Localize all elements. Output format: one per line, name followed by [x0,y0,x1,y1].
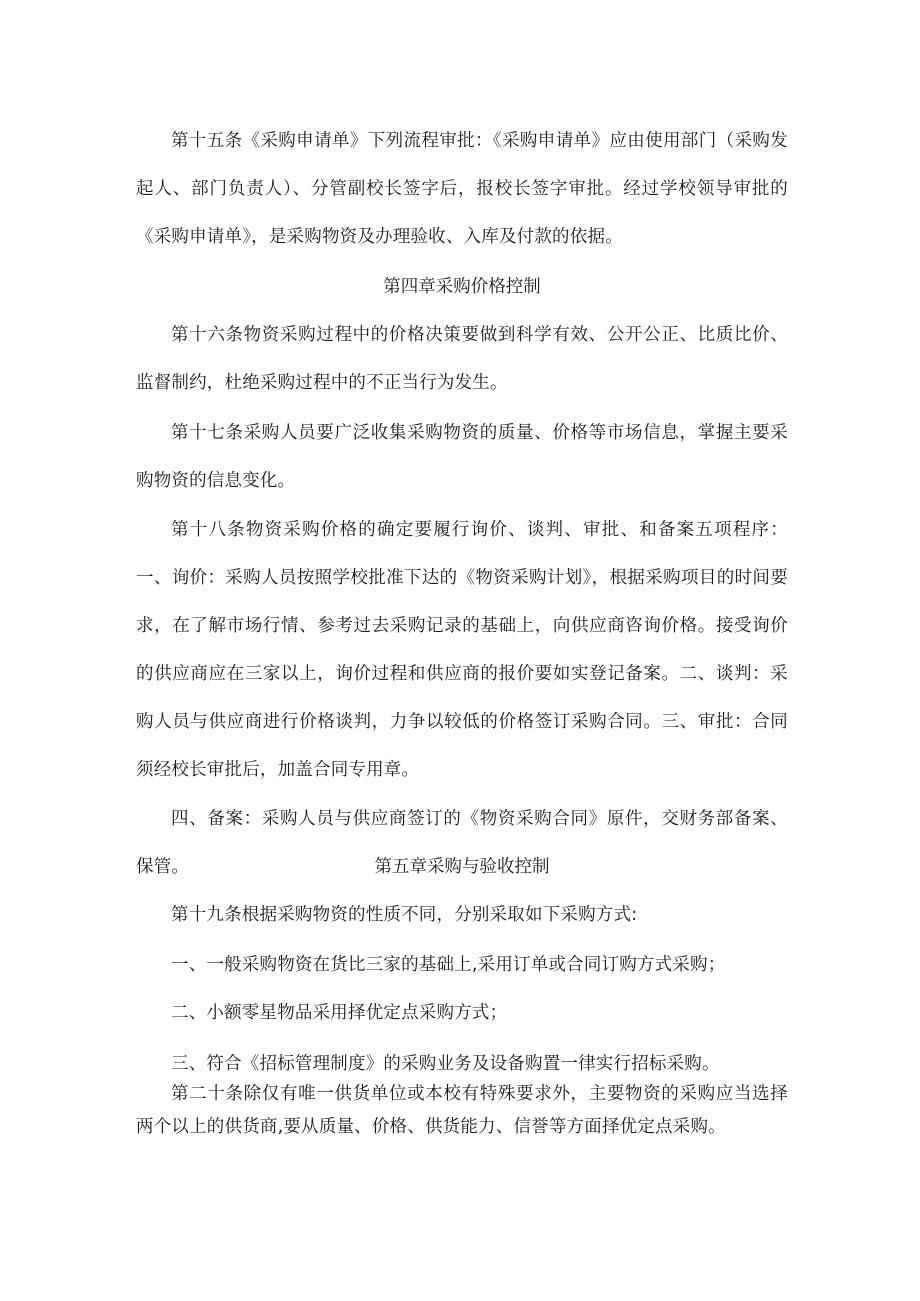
article-19-item-2-paragraph: 二、小额零星物品采用择优定点采购方式； [171,1003,508,1023]
article-18-paragraph: 第十八条物资采购价格的确定要履行询价、谈判、审批、和备案五项程序：一、询价：采购人员按照学校批准下达的《物资采购计划》，根据采购项目的时间要求，在了解市场行情、参考过去采购记录的基础上，向供应商咨询价格。接受询价的供应商应在三家以上，询价过程和供应商的报价要如实登记备案。二、谈判：采购人员与供应商进行价格谈判，力争以较低的价格签订采购合同。三、审批：合同须经校长审批后，加盖合同专用章。 [136,520,788,780]
chapter-4-heading: 第四章采购价格控制 [383,277,541,297]
article-15-paragraph: 第十五条《采购申请单》下列流程审批：《采购申请单》应由使用部门（采购发起人、部门负责人）、分管副校长签字后，报校长签字审批。经过学校领导审批的《采购申请单》，是采购物资及办理验收、入库及付款的依据。 [136,131,788,247]
chapter-5-heading: 第五章采购与验收控制 [374,857,550,877]
article-18-item-4-paragraph: 四、备案：采购人员与供应商签订的《物资采购合同》原件，交财务部备案、保管。 [136,809,788,877]
article-16-paragraph: 第十六条物资采购过程中的价格决策要做到科学有效、公开公正、比质比价、监督制约，杜绝采购过程中的不正当行为发生。 [136,325,788,393]
article-17-paragraph: 第十七条采购人员要广泛收集采购物资的质量、价格等市场信息，掌握主要采购物资的信息变化。 [136,423,788,491]
article-20-paragraph: 第二十条除仅有唯一供货单位或本校有特殊要求外，主要物资的采购应当选择两个以上的供货商,要从质量、价格、供货能力、信誉等方面择优定点采购。 [136,1084,788,1137]
article-19-paragraph: 第十九条根据采购物资的性质不同，分别采取如下采购方式: [171,905,638,925]
article-19-item-1-paragraph: 一、一般采购物资在货比三家的基础上,采用订单或合同订购方式采购； [171,955,726,975]
article-19-item-3-paragraph: 三、符合《招标管理制度》的采购业务及设备购置一律实行招标采购。 [171,1054,720,1074]
